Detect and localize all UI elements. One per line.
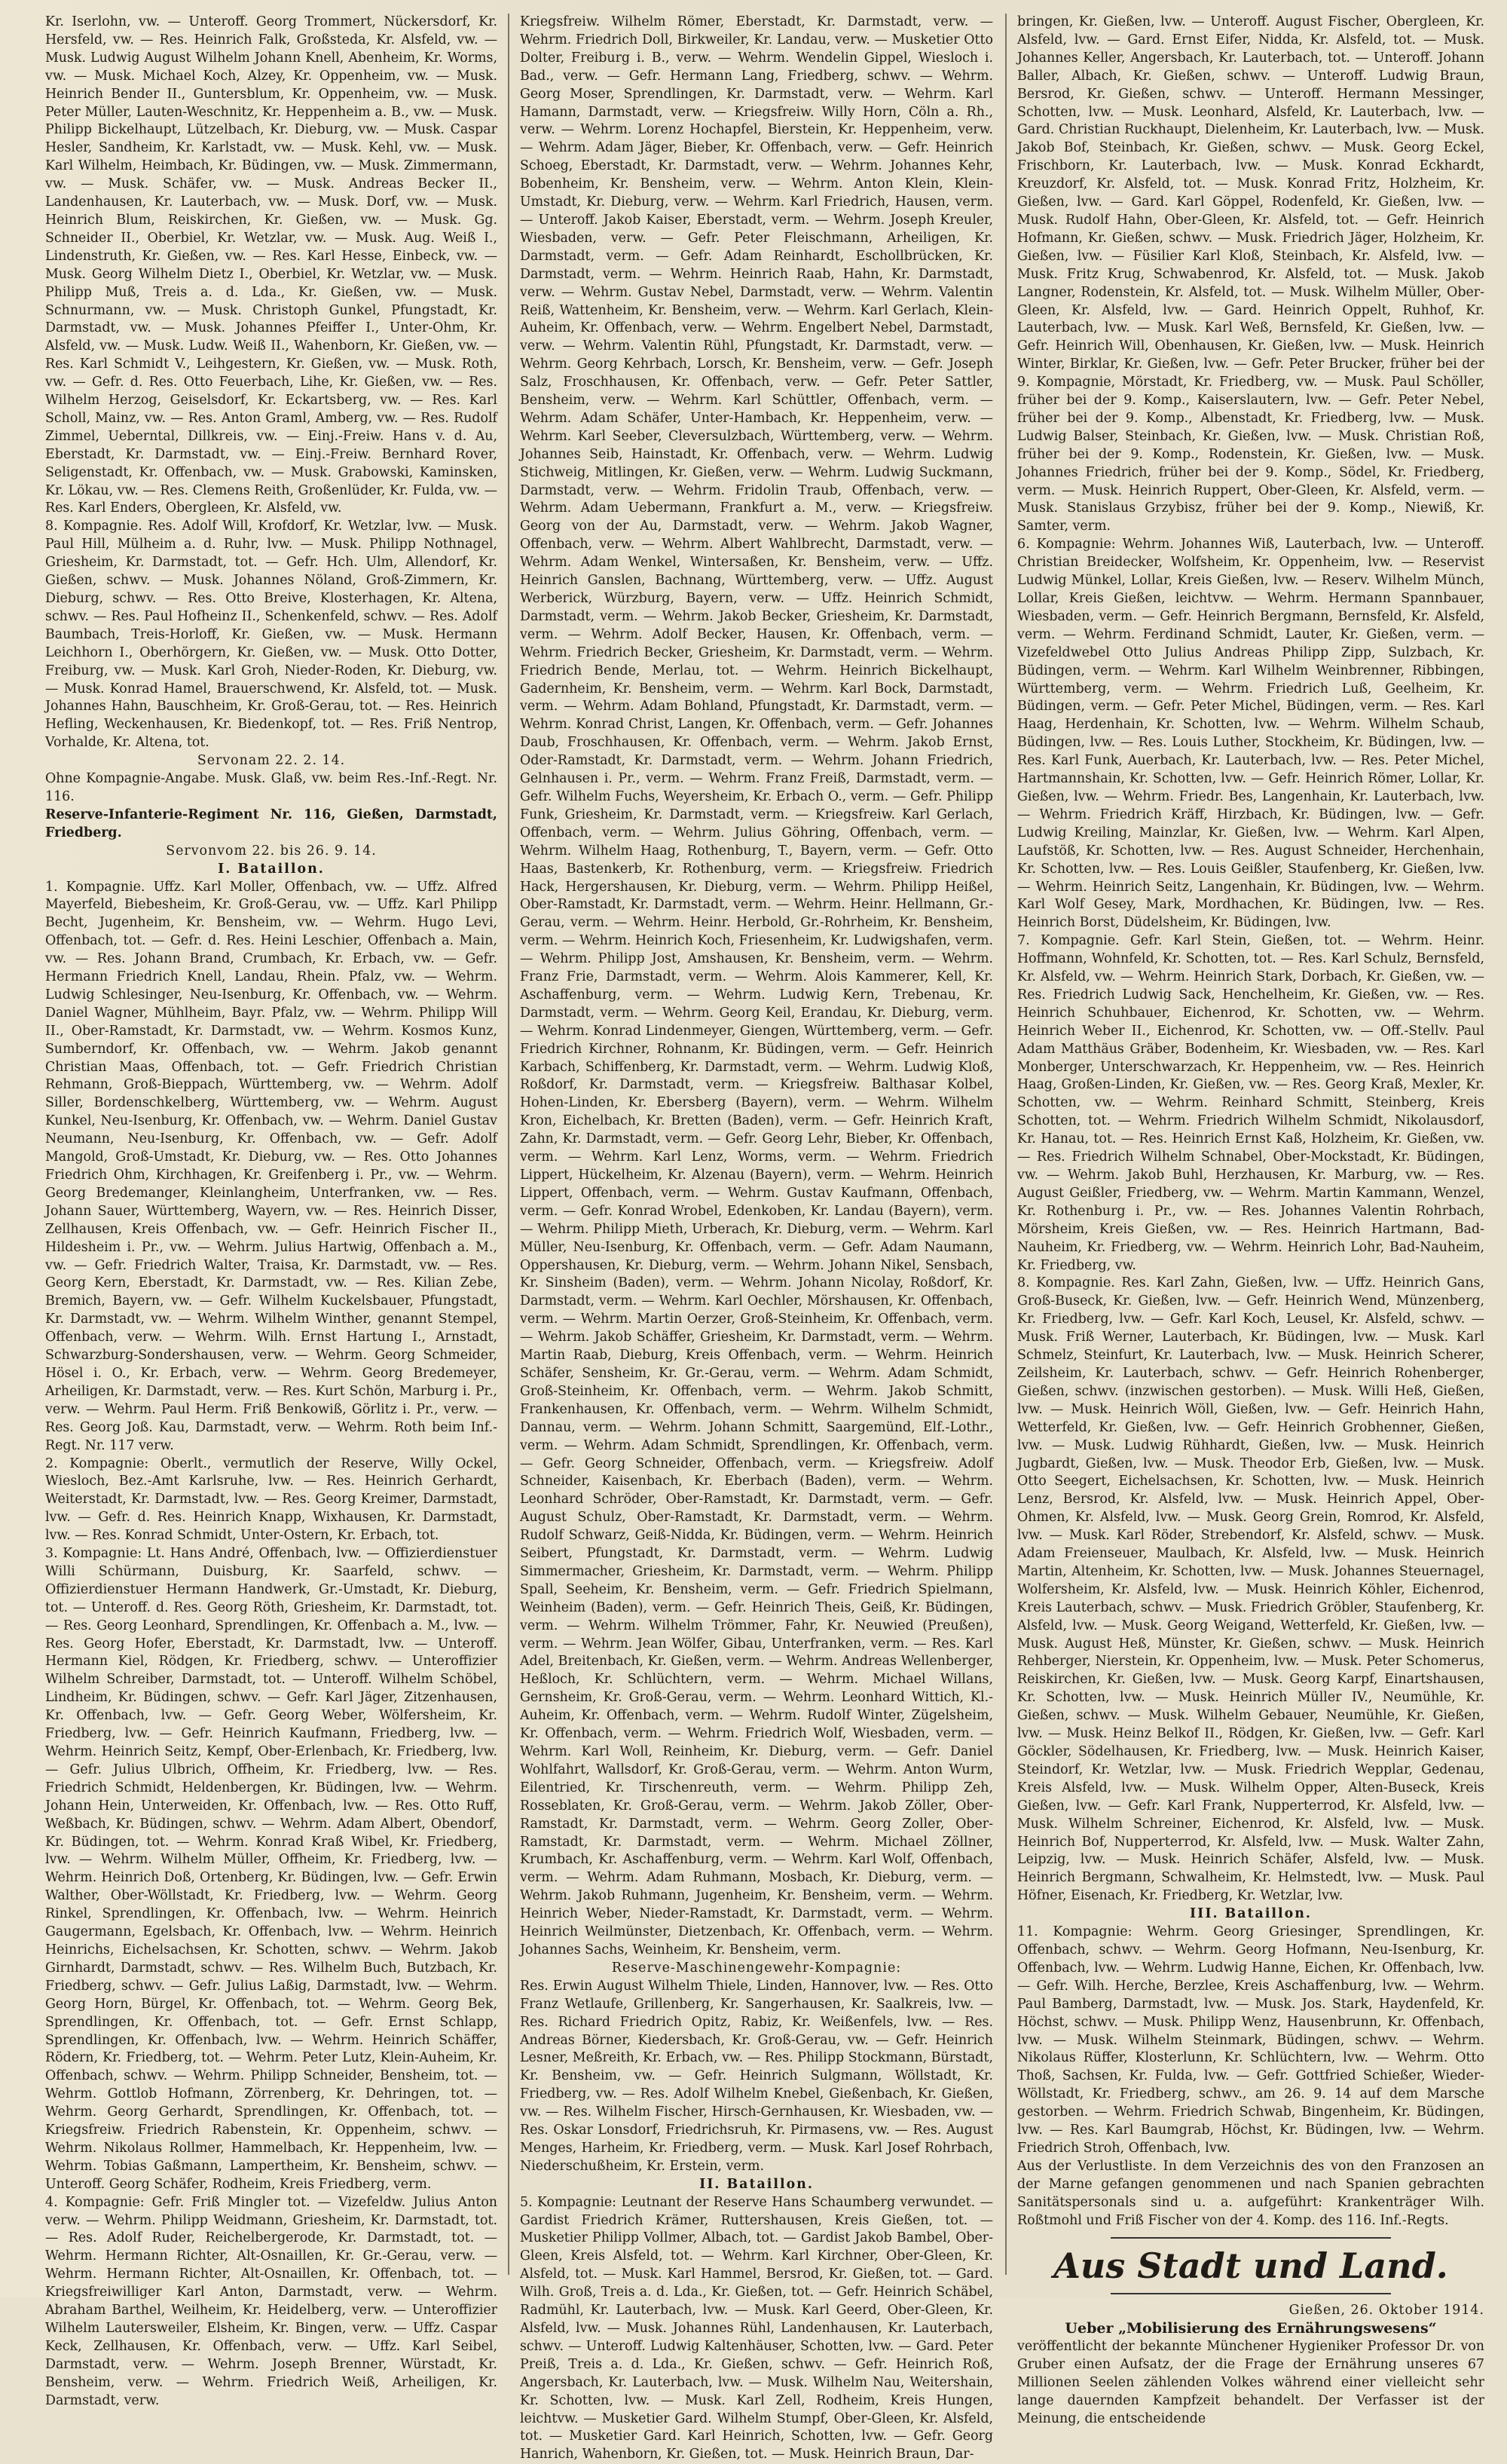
no-company-list: Ohne Kompagnie-Angabe. Musk. Glaß, vw. beim Res.-Inf.-Regt. Nr. 116. bbox=[45, 771, 497, 804]
battalion-heading: III. Bataillon. bbox=[1190, 1906, 1312, 1922]
loss-list-note: Aus der Verlustliste. In dem Verzeichnis des von den Franzosen an der Marne gefangen genommenen und nach Spanien gebrachten Sanitätspersonals sind u. a. aufgeführt: Krankenträger Wilh. Roßtmohl und Friß Fischer von der 4. Komp. des 116. Inf.-Regts. bbox=[1017, 2158, 1484, 2228]
article-title: Ueber „Mobilisierung des Ernährungswesens“ bbox=[1065, 2320, 1437, 2337]
section-divider bbox=[1111, 2293, 1391, 2294]
column-divider bbox=[508, 14, 509, 2275]
company-8-list: 8. Kompagnie. Res. Karl Zahn, Gießen, lvw. — Uffz. Heinrich Gans, Groß-Buseck, Kr. Gießen, lvw. — Gefr. Heinrich Wend, Münzenberg, Kr. Friedberg, lvw. — Gefr. Karl Koch, Leusel, Kr. Alsfeld, schwv. — Musk. Friß Werner, Lauterbach, Kr. Büdingen, lvw. — Musk. Karl Schmelz, Steinfurt, Kr. Lauterbach, lvw. — Musk. Heinrich Scherer, Zeilsheim, Kr. Lauterbach, schwv. — Gefr. Heinrich Rohenberger, Gießen, schwv. (inzwischen gestorben). — Musk. Willi Heß, Gießen, lvw. — Musk. Heinrich Wöll, Gießen, lvw. — Gefr. Heinrich Hahn, Wetterfeld, Kr. Gießen, lvw. — Gefr. Heinrich Grobhenner, Gießen, lvw. — Musk. Ludwig Rühhardt, Gießen, lvw. — Musk. Heinrich Jugbardt, Gießen, lvw. — Musk. Theodor Erb, Gießen, lvw. — Musk. Otto Seegert, Eichelsachsen, Kr. Schotten, lvw. — Musk. Heinrich Lenz, Bersrod, Kr. Alsfeld, lvw. — Musk. Heinrich Appel, Ober-Ohmen, Kr. Alsfeld, lvw. — Musk. Georg Grein, Romrod, Kr. Alsfeld, lvw. — Musk. Karl Röder, Strebendorf, Kr. Alsfeld, schwv. — Musk. Adam Freienseuer, Maulbach, Kr. Alsfeld, lvw. — Musk. Heinrich Martin, Altenheim, Kr. Schotten, lvw. — Musk. Johannes Steuernagel, Wolfersheim, Kr. Alsfeld, lvw. — Musk. Heinrich Köhler, Eichenrod, Kreis Lauterbach, schwv. — Musk. Friedrich Gröbler, Staufenberg, Kr. Alsfeld, lvw. — Musk. Georg Weigand, Wetterfeld, Kr. Gießen, lvw. — Musk. August Heß, Münster, Kr. Gießen, schwv. — Musk. Heinrich Rehberger, Nierstein, Kr. Oppenheim, lvw. — Musk. Peter Schomerus, Reiskirchen, Kr. Gießen, lvw. — Musk. Georg Karpf, Einartshausen, Kr. Schotten, lvw. — Musk. Heinrich Müller IV., Neumühle, Kr. Gießen, schwv. — Musk. Wilhelm Gebauer, Neumühle, Kr. Gießen, lvw. — Musk. Heinz Belkof II., Rödgen, Kr. Gießen, lvw. — Gefr. Karl Göckler, Södelhausen, Kr. Friedberg, lvw. — Musk. Heinrich Kaiser, Steindorf, Kr. Wetzlar, lvw. — Musk. Friedrich Wepplar, Gedenau, Kreis Alsfeld, lvw. — Musk. Wilhelm Opper, Alten-Buseck, Kreis Gießen, lvw. — Gefr. Karl Frank, Nupperterrod, Kr. Alsfeld, lvw. — Musk. Wilhelm Schreiner, Eichenrod, Kr. Alsfeld, lvw. — Musk. Heinrich Bof, Nupperterrod, Kr. Alsfeld, lvw. — Musk. Walter Zahn, Leipzig, lvw. — Musk. Heinrich Schäfer, Alsfeld, lvw. — Musk. Heinrich Bergmann, Schwalheim, Kr. Helmstedt, lvw. — Musk. Paul Höfner, Eisenach, Kr. Friedberg, Kr. Wetzlar, lvw. bbox=[1017, 1275, 1484, 1904]
battalion-heading: I. Bataillon. bbox=[218, 861, 325, 877]
regiment-heading: Reserve-Infanterie-Regiment Nr. 116, Gießen, Darmstadt, Friedberg. bbox=[45, 807, 497, 840]
casualty-list-text: Kriegsfreiw. Wilhelm Römer, Eberstadt, Kr. Darmstadt, verw. — Wehrm. Friedrich Doll, Birkweiler, Kr. Landau, verw. — Musketier Otto Dolter, Freiburg i. B., verw. — Wehrm. Wendelin Gippel, Wiesloch i. Bad., verw. — Gefr. Hermann Lang, Friedberg, schwv. — Wehrm. Georg Moser, Sprendlingen, Kr. Darmstadt, verw. — Wehrm. Karl Hamann, Darmstadt, verw. — Kriegsfreiw. Willy Horn, Cöln a. Rh., verw. — Wehrm. Lorenz Hochapfel, Bierstein, Kr. Heppenheim, verw. — Wehrm. Adam Jäger, Bieber, Kr. Offenbach, verw. — Gefr. Heinrich Schoeg, Eberstadt, Kr. Darmstadt, verw. — Wehrm. Johannes Kehr, Bobenheim, Kr. Bensheim, verw. — Wehrm. Anton Klein, Klein-Umstadt, Kr. Dieburg, verw. — Wehrm. Karl Friedrich, Hausen, verm. — Unteroff. Jakob Kaiser, Eberstadt, verm. — Wehrm. Joseph Kreuler, Wiesbaden, verw. — Gefr. Peter Fleischmann, Arheiligen, Kr. Darmstadt, verm. — Gefr. Adam Reinhardt, Eschollbrücken, Kr. Darmstadt, verm. — Wehrm. Heinrich Raab, Hahn, Kr. Darmstadt, verw. — Wehrm. Gustav Nebel, Darmstadt, verw. — Wehrm. Valentin Reiß, Wattenheim, Kr. Bensheim, verw. — Wehrm. Karl Gerlach, Klein-Auheim, Kr. Offenbach, verw. — Wehrm. Engelbert Nebel, Darmstadt, verw. — Wehrm. Valentin Rühl, Pfungstadt, Kr. Darmstadt, verw. — Wehrm. Georg Kehrbach, Lorsch, Kr. Bensheim, verw. — Gefr. Joseph Salz, Froschhausen, Kr. Offenbach, verw. — Gefr. Peter Sattler, Bensheim, verw. — Wehrm. Karl Schüttler, Offenbach, verm. — Wehrm. Adam Schäfer, Unter-Hambach, Kr. Heppenheim, verw. — Wehrm. Karl Seeber, Cleversulzbach, Württemberg, verw. — Wehrm. Johannes Seib, Hainstadt, Kr. Offenbach, verw. — Wehrm. Ludwig Stichweig, Mitlingen, Kr. Gießen, verw. — Wehrm. Ludwig Suckmann, Darmstadt, verw. — Wehrm. Fridolin Traub, Offenbach, verw. — Wehrm. Adam Uebermann, Frankfurt a. M., verw. — Kriegsfreiw. Georg von der Au, Darmstadt, verw. — Wehrm. Jakob Wagner, Offenbach, verw. — Wehrm. Albert Wahlbrecht, Darmstadt, verw. — Wehrm. Adam Wenkel, Wintersaßen, Kr. Bensheim, verw. — Uffz. Heinrich Ganslen, Bachnang, Württemberg, verw. — Uffz. August Werberick, Würzburg, Bayern, verw. — Uffz. Heinrich Schmidt, Darmstadt, verm. — Wehrm. Jakob Becker, Griesheim, Kr. Darmstadt, verm. — Wehrm. Adolf Becker, Hausen, Kr. Offenbach, verm. — Wehrm. Friedrich Becker, Griesheim, Kr. Darmstadt, verm. — Wehrm. Friedrich Bende, Merlau, tot. — Wehrm. Heinrich Bickelhaupt, Gadernheim, Kr. Bensheim, verm. — Wehrm. Karl Bock, Darmstadt, verm. — Wehrm. Adam Bohland, Pfungstadt, Kr. Darmstadt, verm. — Wehrm. Konrad Christ, Langen, Kr. Offenbach, verm. — Gefr. Johannes Daub, Froschhausen, Kr. Offenbach, verm. — Wehrm. Jakob Ernst, Oder-Ramstadt, Kr. Darmstadt, verm. — Wehrm. Johann Friedrich, Gelnhausen i. Pr., verm. — Wehrm. Franz Freiß, Darmstadt, verm. — Gefr. Wilhelm Fuchs, Weyersheim, Kr. Erbach O., verm. — Gefr. Philipp Funk, Griesheim, Kr. Darmstadt, verm. — Kriegsfreiw. Karl Gerlach, Offenbach, verm. — Wehrm. Julius Göhring, Offenbach, verm. — Wehrm. Wilhelm Haag, Rothenburg, T., Bayern, verm. — Gefr. Otto Haas, Bastenkerb, Kr. Rothenburg, verm. — Kriegsfreiw. Friedrich Hack, Hergershausen, Kr. Dieburg, verm. — Wehrm. Philipp Heißel, Ober-Ramstadt, Kr. Darmstadt, verm. — Wehrm. Heinr. Hellmann, Gr.-Gerau, verm. — Wehrm. Heinr. Herbold, Gr.-Rohrheim, Kr. Bensheim, verm. — Wehrm. Heinrich Koch, Friesenheim, Kr. Ludwigshafen, verm. — Wehrm. Philipp Jost, Amshausen, Kr. Bensheim, verm. — Wehrm. Franz Frie, Darmstadt, verm. — Wehrm. Alois Kammerer, Kell, Kr. Aschaffenburg, verm. — Wehrm. Ludwig Kern, Trebenau, Kr. Darmstadt, verm. — Wehrm. Georg Keil, Erandau, Kr. Dieburg, verm. — Wehrm. Konrad Lindenmeyer, Giengen, Württemberg, verm. — Gefr. Friedrich Kirchner, Rohnanm, Kr. Büdingen, verm. — Gefr. Heinrich Karbach, Schiffenberg, Kr. Darmstadt, verm. — Wehrm. Ludwig Kloß, Roßdorf, Kr. Darmstadt, verm. — Kriegsfreiw. Balthasar Kolbel, Hohen-Linden, Kr. Ebersberg (Bayern), verm. — Wehrm. Wilhelm Kron, Eichelbach, Kr. Bretten (Baden), verm. — Gefr. Heinrich Kraft, Zahn, Kr. Darmstadt, verm. — Gefr. Georg Lehr, Bieber, Kr. Offenbach, verm. — Wehrm. Karl Lenz, Worms, verm. — Wehrm. Friedrich Lippert, Hückelheim, Kr. Alzenau (Bayern), verm. — Wehrm. Heinrich Lippert, Offenbach, verm. — Wehrm. Gustav Kaufmann, Offenbach, verm. — Gefr. Konrad Wrobel, Edenkoben, Kr. Landau (Bayern), verm. — Wehrm. Philipp Mieth, Urberach, Kr. Dieburg, verm. — Wehrm. Karl Müller, Neu-Isenburg, Kr. Offenbach, verm. — Gefr. Adam Naumann, Oppershausen, Kr. Dieburg, verm. — Wehrm. Johann Nikel, Sensbach, Kr. Sinsheim (Baden), verm. — Wehrm. Johann Nicolay, Roßdorf, Kr. Darmstadt, verm. — Wehrm. Karl Oechler, Mörshausen, Kr. Offenbach, verm. — Wehrm. Martin Oerzer, Groß-Steinheim, Kr. Offenbach, verm. — Wehrm. Jakob Schäffer, Griesheim, Kr. Darmstadt, verm. — Wehrm. Martin Raab, Dieburg, Kreis Offenbach, verm. — Wehrm. Heinrich Schäfer, Sensheim, Kr. Gr.-Gerau, verm. — Wehrm. Adam Schmidt, Groß-Steinheim, Kr. Offenbach, verm. — Wehrm. Jakob Schmitt, Frankenhausen, Kr. Offenbach, verm. — Wehrm. Wilhelm Schmidt, Dannau, verm. — Wehrm. Johann Schmitt, Saargemünd, Elf.-Lothr., verm. — Wehrm. Adam Schmidt, Sprendlingen, Kr. Offenbach, verm. — Gefr. Georg Schneider, Offenbach, verm. — Kriegsfreiw. Adolf Schneider, Kaisenbach, Kr. Eberbach (Baden), verm. — Wehrm. Leonhard Schröder, Ober-Ramstadt, Kr. Darmstadt, verm. — Gefr. August Schulz, Ober-Ramstadt, Kr. Darmstadt, verm. — Wehrm. Rudolf Schwarz, Geiß-Nidda, Kr. Büdingen, verm. — Wehrm. Heinrich Seibert, Pfungstadt, Kr. Darmstadt, verm. — Wehrm. Ludwig Simmermacher, Griesheim, Kr. Darmstadt, verm. — Wehrm. Philipp Spall, Seeheim, Kr. Bensheim, verm. — Gefr. Friedrich Spielmann, Weinheim (Baden), verm. — Gefr. Heinrich Theis, Geiß, Kr. Büdingen, verm. — Wehrm. Wilhelm Trömmer, Fahr, Kr. Neuwied (Preußen), verm. — Wehrm. Jean Wölfer, Gibau, Unterfranken, verm. — Res. Karl Adel, Breitenbach, Kr. Gießen, verm. — Wehrm. Andreas Wellenberger, Heßloch, Kr. Schlüchtern, verm. — Wehrm. Michael Willans, Gernsheim, Kr. Groß-Gerau, verm. — Wehrm. Leonhard Wittich, Kl.-Auheim, Kr. Offenbach, verm. — Wehrm. Rudolf Winter, Zügelsheim, Kr. Offenbach, verm. — Wehrm. Friedrich Wolf, Wiesbaden, verm. — Wehrm. Karl Woll, Reinheim, Kr. Dieburg, verm. — Gefr. Daniel Wohlfahrt, Wallsdorf, Kr. Groß-Gerau, verm. — Wehrm. Anton Wurm, Eilentried, Kr. Tirschenreuth, verm. — Wehrm. Philipp Zeh, Rosseblaten, Kr. Groß-Gerau, verm. — Wehrm. Jakob Zöller, Ober-Ramstadt, Kr. Darmstadt, verm. — Wehrm. Georg Zoller, Ober-Ramstadt, Kr. Darmstadt, verm. — Wehrm. Michael Zöllner, Krumbach, Kr. Aschaffenburg, verm. — Wehrm. Karl Wolf, Offenbach, verm. — Wehrm. Adam Ruhmann, Mosbach, Kr. Dieburg, verm. — Wehrm. Jakob Ruhmann, Jugenheim, Kr. Bensheim, verm. — Wehrm. Heinrich Weber, Nieder-Ramstadt, Kr. Darmstadt, verm. — Wehrm. Heinrich Weilmünster, Dietzenbach, Kr. Offenbach, verm. — Wehrm. Johannes Sachs, Weinheim, Kr. Bensheim, verm. bbox=[520, 14, 993, 1957]
mg-company-heading: Reserve-Maschinengewehr-Kompagnie: bbox=[611, 1960, 902, 1976]
company-8-list: 8. Kompagnie. Res. Adolf Will, Krofdorf, Kr. Wetzlar, lvw. — Musk. Paul Hill, Mülheim a. d. Ruhr, lvw. — Musk. Philipp Nothnagel, Griesheim, Kr. Darmstadt, tot. — Gefr. Hch. Ulm, Allendorf, Kr. Gießen, schwv. — Musk. Johannes Nöland, Groß-Zimmern, Kr. Dieburg, schwv. — Res. Otto Breive, Klosterhagen, Kr. Altena, schwv. — Res. Paul Hofheinz II., Schenkenfeld, schwv. — Res. Adolf Baumbach, Treis-Horloff, Kr. Gießen, vw. — Musk. Hermann Leichhorn I., Oberhörgern, Kr. Gießen, vw. — Musk. Otto Dotter, Freiburg, vw. — Musk. Karl Groh, Nieder-Roden, Kr. Dieburg, vw. — Musk. Konrad Hamel, Brauerschwend, Kr. Alsfeld, tot. — Musk. Johannes Hahn, Bauschheim, Kr. Groß-Gerau, tot. — Res. Heinrich Hefling, Weckenhausen, Kr. Biedenkopf, tot. — Res. Friß Nentrop, Vorhalde, Kr. Altena, tot. bbox=[45, 519, 497, 751]
column-divider bbox=[1005, 14, 1007, 2275]
column-1 bbox=[45, 14, 497, 2408]
company-6-list: 6. Kompagnie: Wehrm. Johannes Wiß, Lauterbach, lvw. — Unteroff. Christian Breidecker, Wolfsheim, Kr. Oppenheim, lvw. — Reservist Ludwig Münkel, Lollar, Kreis Gießen, lvw. — Reserv. Wilhelm Münch, Lollar, Kreis Gießen, leichtvw. — Wehrm. Hermann Spannbauer, Wiesbaden, verm. — Gefr. Heinrich Bergmann, Bernsfeld, Kr. Alsfeld, verm. — Wehrm. Ferdinand Schmidt, Lauter, Kr. Gießen, verm. — Vizefeldwebel Otto Julius Andreas Philipp Zipp, Sulzbach, Kr. Büdingen, verm. — Wehrm. Karl Wilhelm Weinbrenner, Ribbingen, Württemberg, verm. — Wehrm. Friedrich Luß, Geelheim, Kr. Büdingen, verm. — Gefr. Peter Michel, Büdingen, verm. — Res. Karl Haag, Herdenhain, Kr. Schotten, lvw. — Wehrm. Wilhelm Schaub, Büdingen, lvw. — Res. Louis Luther, Stockheim, Kr. Büdingen, lvw. — Res. Karl Funk, Auerbach, Kr. Lauterbach, lvw. — Res. Peter Michel, Hartmannshain, Kr. Schotten, lvw. — Gefr. Heinrich Römer, Lollar, Kr. Gießen, lvw. — Wehrm. Friedr. Bes, Langenhain, Kr. Lauterbach, lvw. — Wehrm. Friedrich Kräff, Hirzbach, Kr. Büdingen, lvw. — Gefr. Ludwig Kreiling, Mainzlar, Kr. Gießen, lvw. — Wehrm. Karl Alpen, Laufstöß, Kr. Schotten, lvw. — Res. August Schneider, Herchenhain, Kr. Schotten, lvw. — Res. Louis Geißler, Staufenberg, Kr. Gießen, lvw. — Wehrm. Heinrich Seitz, Langenhain, Kr. Büdingen, lvw. — Wehrm. Karl Wolf Gesey, Mark, Mordhachen, Kr. Büdingen, lvw. — Res. Heinrich Borst, Düdelsheim, Kr. Büdingen, lvw. bbox=[1017, 537, 1484, 931]
regiment-date: Servonvom 22. bis 26. 9. 14. bbox=[166, 843, 377, 859]
column-2 bbox=[520, 14, 993, 2462]
company-3-list: 3. Kompagnie: Lt. Hans André, Offenbach, lvw. — Offizierdienstuer Willi Schürmann, Duisburg, Kr. Saarfeld, schwv. — Offizierdienstuer Hermann Handwerk, Gr.-Umstadt, Kr. Dieburg, tot. — Unteroff. d. Res. Georg Röth, Griesheim, Kr. Darmstadt, tot. — Res. Georg Leonhard, Sprendlingen, Kr. Offenbach a. M., lvw. — Res. Georg Hofer, Eberstadt, Kr. Darmstadt, lvw. — Unteroff. Hermann Kiel, Rödgen, Kr. Friedberg, schwv. — Unteroffizier Wilhelm Schreiber, Darmstadt, tot. — Unteroff. Wilhelm Schöbel, Lindheim, Kr. Büdingen, schwv. — Gefr. Karl Jäger, Zitzenhausen, Kr. Offenbach, lvw. — Gefr. Georg Weber, Wölfersheim, Kr. Friedberg, lvw. — Gefr. Heinrich Kaufmann, Friedberg, lvw. — Wehrm. Heinrich Seitz, Kempf, Ober-Erlenbach, Kr. Friedberg, lvw. — Gefr. Julius Ulbrich, Offheim, Kr. Friedberg, lvw. — Res. Friedrich Schmidt, Heldenbergen, Kr. Büdingen, lvw. — Wehrm. Johann Hein, Unterweiden, Kr. Offenbach, lvw. — Res. Otto Ruff, Weßbach, Kr. Büdingen, schwv. — Wehrm. Adam Albert, Obendorf, Kr. Büdingen, tot. — Wehrm. Konrad Kraß Wibel, Kr. Friedberg, lvw. — Wehrm. Wilhelm Müller, Offheim, Kr. Friedberg, lvw. — Wehrm. Heinrich Doß, Ortenberg, Kr. Büdingen, lvw. — Gefr. Erwin Walther, Ober-Wöllstadt, Kr. Friedberg, lvw. — Wehrm. Georg Rinkel, Sprendlingen, Kr. Offenbach, lvw. — Wehrm. Heinrich Gaugermann, Egelsbach, Kr. Offenbach, lvw. — Wehrm. Heinrich Heinrichs, Eichelsachsen, Kr. Schotten, schwv. — Wehrm. Jakob Girnhardt, Darmstadt, schwv. — Res. Wilhelm Buch, Butzbach, Kr. Friedberg, schwv. — Gefr. Julius Laßig, Darmstadt, lvw. — Wehrm. Georg Horn, Bürgel, Kr. Offenbach, tot. — Wehrm. Georg Bek, Sprendlingen, Kr. Offenbach, tot. — Gefr. Ernst Schlapp, Sprendlingen, Kr. Offenbach, lvw. — Wehrm. Heinrich Schäffer, Rödern, Kr. Friedberg, tot. — Wehrm. Peter Lutz, Klein-Auheim, Kr. Offenbach, schwv. — Wehrm. Philipp Schneider, Bensheim, tot. — Wehrm. Gottlob Hofmann, Zörrenberg, Kr. Dehringen, tot. — Wehrm. Georg Gerhardt, Sprendlingen, Kr. Offenbach, tot. — Kriegsfreiw. Friedrich Rabenstein, Kr. Oppenheim, schwv. — Wehrm. Nikolaus Rollmer, Hammelbach, Kr. Heppenheim, lvw. — Wehrm. Tobias Gaßmann, Lampertheim, Kr. Bensheim, schwv. — Unteroff. Georg Schäfer, Rodheim, Kreis Friedberg, verm. bbox=[45, 1546, 497, 2192]
section-title: Aus Stadt und Land. bbox=[1053, 2245, 1448, 2287]
company-7-list: 7. Kompagnie. Gefr. Karl Stein, Gießen, tot. — Wehrm. Heinr. Hoffmann, Wohnfeld, Kr. Schotten, tot. — Res. Karl Schulz, Bernsfeld, Kr. Alsfeld, vw. — Wehrm. Heinrich Stark, Dorbach, Kr. Gießen, vw. — Res. Friedrich Ludwig Sack, Henchelheim, Kr. Gießen, vw. — Res. Heinrich Schuhbauer, Eichenrod, Kr. Schotten, vw. — Wehrm. Heinrich Weber II., Eichenrod, Kr. Schotten, vw. — Off.-Stellv. Paul Adam Matthäus Gräber, Bodenheim, Kr. Wiesbaden, vw. — Res. Karl Monberger, Unterschwarzach, Kr. Heppenheim, vw. — Res. Heinrich Haag, Großen-Linden, Kr. Gießen, vw. — Res. Georg Kraß, Mexler, Kr. Schotten, vw. — Wehrm. Reinhard Schmitt, Steinberg, Kreis Schotten, tot. — Wehrm. Friedrich Wilhelm Schmidt, Nikolausdorf, Kr. Hanau, tot. — Res. Heinrich Ernst Kaß, Holzheim, Kr. Gießen, vw. — Res. Friedrich Wilhelm Schnabel, Ober-Mockstadt, Kr. Büdingen, vw. — Wehrm. Jakob Buhl, Herzhausen, Kr. Marburg, vw. — Res. August Geißler, Friedberg, vw. — Wehrm. Martin Kammann, Wenzel, Kr. Rothenburg i. Pr., vw. — Res. Johannes Valentin Rohrbach, Mörsheim, Kreis Gießen, vw. — Res. Heinrich Hartmann, Bad-Nauheim, Kr. Friedberg, vw. — Wehrm. Heinrich Lohr, Bad-Nauheim, Kr. Friedberg, vw. bbox=[1017, 933, 1484, 1273]
battalion-heading: II. Bataillon. bbox=[699, 2176, 814, 2192]
company-5-list: 5. Kompagnie: Leutnant der Reserve Hans Schaumberg verwundet. — Gardist Friedrich Krämer, Ruttershausen, Kreis Gießen, tot. — Musketier Philipp Vollmer, Albach, tot. — Gardist Jakob Bambel, Ober-Gleen, Kreis Alsfeld, tot. — Wehrm. Karl Kirchner, Ober-Gleen, Kr. Alsfeld, tot. — Musk. Karl Hammel, Bersrod, Kr. Gießen, tot. — Gard. Wilh. Groß, Treis a. d. Lda., Kr. Gießen, tot. — Gefr. Heinrich Schäbel, Radmühl, Kr. Lauterbach, lvw. — Musk. Karl Geerd, Ober-Gleen, Kr. Alsfeld, lvw. — Musk. Johannes Rühl, Landenhausen, Kr. Lauterbach, schwv. — Unteroff. Ludwig Kaltenhäuser, Schotten, lvw. — Gard. Peter Preiß, Treis a. d. Lda., Kr. Gießen, schwv. — Gefr. Heinrich Roß, Angersbach, Kr. Lauterbach, lvw. — Musk. Wilhelm Nau, Weitershain, Kr. Schotten, lvw. — Musk. Karl Zell, Rodheim, Kreis Hungen, leichtvw. — Musketier Gard. Wilhelm Stumpf, Ober-Gleen, Kr. Alsfeld, tot. — Musketier Gard. Karl Heinrich, Schotten, lvw. — Gefr. Georg Hanrich, Wahenborn, Kr. Gießen, tot. — Musk. Heinrich Braun, Dar- bbox=[520, 2194, 993, 2462]
dateline: Gießen, 26. Oktober 1914. bbox=[1288, 2303, 1484, 2319]
mg-company-list: Res. Erwin August Wilhelm Thiele, Linden, Hannover, lvw. — Res. Otto Franz Wetlaufe, Grillenberg, Kr. Sangerhausen, Kr. Saalkreis, lvw. — Res. Richard Friedrich Opitz, Rabiz, Kr. Weißenfels, lvw. — Res. Andreas Börner, Kiedersbach, Kr. Groß-Gerau, vw. — Gefr. Heinrich Lesner, Meßreith, Kr. Erbach, vw. — Res. Philipp Stockmann, Bürstadt, Kr. Bensheim, vw. — Gefr. Heinrich Sulgmann, Wöllstadt, Kr. Friedberg, vw. — Res. Adolf Wilhelm Knebel, Gießenbach, Kr. Gießen, vw. — Res. Wilhelm Fischer, Hirsch-Gernhausen, Kr. Wiesbaden, vw. — Res. Oskar Lonsdorf, Friedrichsruh, Kr. Pirmasens, vw. — Res. August Menges, Harheim, Kr. Friedberg, verm. — Musk. Karl Josef Rohrbach, Niederschußheim, Kr. Erstein, verm. bbox=[520, 1978, 993, 2174]
company-4-list: 4. Kompagnie: Gefr. Friß Mingler tot. — Vizefeldw. Julius Anton verw. — Wehrm. Philipp Weidmann, Griesheim, Kr. Darmstadt, tot. — Res. Adolf Ruder, Reichelbergerode, Kr. Darmstadt, tot. — Wehrm. Hermann Richter, Alt-Osnaillen, Kr. Gr.-Gerau, verw. — Wehrm. Hermann Richter, Alt-Osnaillen, Kr. Offenbach, tot. — Kriegsfreiwilliger Karl Anton, Darmstadt, verw. — Wehrm. Abraham Barthel, Weilheim, Kr. Heidelberg, verw. — Unteroffizier Wilhelm Lautersweiler, Elsheim, Kr. Bingen, verw. — Uffz. Caspar Keck, Zellhausen, Kr. Offenbach, verw. — Uffz. Karl Seibel, Darmstadt, verw. — Wehrm. Joseph Brenner, Würstadt, Kr. Bensheim, verw. — Wehrm. Friedrich Weiß, Arheiligen, Kr. Darmstadt, verw. bbox=[45, 2194, 497, 2408]
column-3 bbox=[1017, 14, 1484, 2426]
article-body: veröffentlicht der bekannte Münchener Hygieniker Professor Dr. von Gruber einen Aufsatz, der die Frage der Ernährung unseres 67 Millionen Seelen zählenden Volkes während einer vielleicht sehr lange dauernden Kampfzeit behandelt. Der Verfasser ist der Meinung, die entscheidende bbox=[1017, 2339, 1484, 2426]
section-divider bbox=[1111, 2237, 1391, 2239]
casualty-list-text: bringen, Kr. Gießen, lvw. — Unteroff. August Fischer, Obergleen, Kr. Alsfeld, lvw. — Gard. Ernst Eifer, Nidda, Kr. Alsfeld, tot. — Musk. Johannes Keller, Angersbach, Kr. Lauterbach, tot. — Unteroff. Johann Baller, Albach, Kr. Gießen, schwv. — Unteroff. Ludwig Braun, Bersrod, Kr. Gießen, schwv. — Unteroff. Hermann Messinger, Schotten, lvw. — Musk. Leonhard, Alsfeld, Kr. Lauterbach, lvw. — Gard. Christian Ruckhaupt, Dielenheim, Kr. Lauterbach, lvw. — Musk. Jakob Bof, Steinbach, Kr. Gießen, schwv. — Musk. Georg Eckel, Frischborn, Kr. Lauterbach, lvw. — Musk. Konrad Eckhardt, Kreuzdorf, Kr. Alsfeld, tot. — Musk. Konrad Fritz, Holzheim, Kr. Gießen, lvw. — Gard. Karl Göppel, Rodenfeld, Kr. Gießen, lvw. — Musk. Rudolf Hahn, Ober-Gleen, Kr. Alsfeld, tot. — Gefr. Heinrich Hofmann, Kr. Gießen, schwv. — Musk. Friedrich Jäger, Holzheim, Kr. Gießen, lvw. — Füsilier Karl Kloß, Steinbach, Kr. Alsfeld, lvw. — Musk. Fritz Krug, Schwabenrod, Kr. Alsfeld, tot. — Musk. Jakob Langner, Rodenstein, Kr. Alsfeld, tot. — Musk. Wilhelm Müller, Ober-Gleen, Kr. Alsfeld, lvw. — Gard. Heinrich Oppelt, Ruhhof, Kr. Lauterbach, lvw. — Musk. Karl Weß, Bernsfeld, Kr. Gießen, lvw. — Gefr. Heinrich Will, Obenhausen, Kr. Gießen, lvw. — Musk. Heinrich Winter, Birklar, Kr. Gießen, lvw. — Gefr. Peter Brucker, früher bei der 9. Kompagnie, Mörstadt, Kr. Friedberg, vw. — Musk. Paul Schöller, früher bei der 9. Komp., Kaiserslautern, lvw. — Gefr. Peter Nebel, früher bei der 9. Komp., Albenstadt, Kr. Friedberg, lvw. — Musk. Ludwig Balser, Steinbach, Kr. Gießen, lvw. — Musk. Christian Roß, früher bei der 9. Komp., Rodenstein, Kr. Gießen, lvw. — Musk. Johannes Friedrich, früher bei der 9. Komp., Södel, Kr. Friedberg, verm. — Musk. Heinrich Ruppert, Ober-Gleen, Kr. Alsfeld, verm. — Musk. Stanislaus Grzybisz, früher bei der 9. Komp., Niewiß, Kr. Samter, verm. bbox=[1017, 14, 1484, 534]
casualty-list-text: Kr. Iserlohn, vw. — Unteroff. Georg Trommert, Nückersdorf, Kr. Hersfeld, vw. — Res. Heinrich Falk, Großsteda, Kr. Alsfeld, vw. — Musk. Ludwig August Wilhelm Johann Knell, Abenheim, Kr. Worms, vw. — Musk. Michael Koch, Alzey, Kr. Oppenheim, vw. — Musk. Heinrich Bender II., Guntersblum, Kr. Oppenheim, vw. — Musk. Peter Müller, Lauten-Weschnitz, Kr. Heppenheim a. B., vw. — Musk. Philipp Bickelhaupt, Lützelbach, Kr. Dieburg, vw. — Musk. Caspar Hesler, Sandheim, Kr. Karlstadt, vw. — Musk. Kehl, vw. — Musk. Karl Wilhelm, Heimbach, Kr. Büdingen, vw. — Musk. Zimmermann, vw. — Musk. Schäfer, vw. — Musk. Andreas Becker II., Landenhausen, Kr. Lauterbach, vw. — Musk. Dorf, vw. — Musk. Heinrich Blum, Reiskirchen, Kr. Gießen, vw. — Musk. Gg. Schneider II., Oberbiel, Kr. Wetzlar, vw. — Musk. Aug. Weiß I., Lindenstruth, Kr. Gießen, vw. — Res. Karl Hesse, Einbeck, vw. — Musk. Georg Wilhelm Dietz I., Oberbiel, Kr. Wetzlar, vw. — Musk. Philipp Muß, Treis a. d. Lda., Kr. Gießen, vw. — Musk. Schnurmann, vw. — Musk. Christoph Gunkel, Pfungstadt, Kr. Darmstadt, vw. — Musk. Johannes Pfeiffer I., Unter-Ohm, Kr. Alsfeld, vw. — Musk. Ludw. Weiß II., Wahenborn, Kr. Gießen, vw. — Res. Karl Schmidt V., Leihgestern, Kr. Gießen, vw. — Musk. Roth, vw. — Gefr. d. Res. Otto Feuerbach, Lihe, Kr. Gießen, vw. — Res. Wilhelm Herzog, Geiselsdorf, Kr. Eckartsberg, vw. — Res. Karl Scholl, Mainz, vw. — Res. Anton Graml, Amberg, vw. — Res. Rudolf Zimmel, Ueberntal, Dillkreis, vw. — Einj.-Freiw. Hans v. d. Au, Eberstadt, Kr. Darmstadt, vw. — Einj.-Freiw. Bernhard Rover, Seligenstadt, Kr. Offenbach, vw. — Musk. Grabowski, Kaminsken, Kr. Lökau, vw. — Res. Clemens Reith, Großenlüder, Kr. Fulda, vw. — Res. Karl Enders, Obergleen, Kr. Alsfeld, vw. bbox=[45, 14, 497, 516]
date-line: Servonam 22. 2. 14. bbox=[197, 753, 346, 769]
company-1-list: 1. Kompagnie. Uffz. Karl Moller, Offenbach, vw. — Uffz. Alfred Mayerfeld, Biebesheim, Kr. Groß-Gerau, vw. — Uffz. Karl Philipp Becht, Jugenheim, Kr. Bensheim, vw. — Wehrm. Hugo Levi, Offenbach, tot. — Gefr. d. Res. Heini Leschier, Offenbach a. Main, vw. — Res. Johann Brand, Crumbach, Kr. Erbach, vw. — Gefr. Hermann Friedrich Knell, Landau, Rhein. Pfalz, vw. — Wehrm. Ludwig Schlesinger, Neu-Isenburg, Kr. Offenbach, vw. — Wehrm. Daniel Wagner, Mühlheim, Bayr. Pfalz, vw. — Wehrm. Philipp Will II., Ober-Ramstadt, Kr. Darmstadt, vw. — Wehrm. Kosmos Kunz, Sumberndorf, Kr. Offenbach, vw. — Wehrm. Jakob genannt Christian Maas, Offenbach, tot. — Gefr. Friedrich Christian Rehmann, Groß-Bieppach, Württemberg, vw. — Wehrm. Adolf Siller, Bordenschkelberg, Württemberg, vw. — Wehrm. August Kunkel, Neu-Isenburg, Kr. Offenbach, vw. — Wehrm. Daniel Gustav Neumann, Neu-Isenburg, Kr. Offenbach, vw. — Gefr. Adolf Mangold, Groß-Umstadt, Kr. Dieburg, vw. — Res. Otto Johannes Friedrich Ohm, Kirchhagen, Kr. Greifenberg i. Pr., vw. — Wehrm. Georg Bredemanger, Kleinlangheim, Unterfranken, vw. — Res. Johann Sauer, Württemberg, Wayern, vw. — Res. Heinrich Disser, Zellhausen, Kreis Offenbach, vw. — Gefr. Heinrich Fischer II., Hildesheim i. Pr., vw. — Wehrm. Julius Hartwig, Offenbach a. M., vw. — Gefr. Friedrich Walter, Traisa, Kr. Darmstadt, vw. — Res. Georg Kern, Eberstadt, Kr. Darmstadt, vw. — Res. Kilian Zebe, Bremich, Bayern, vw. — Gefr. Wilhelm Kuckelsbauer, Pfungstadt, Kr. Darmstadt, vw. — Wehrm. Wilhelm Winther, genannt Stempel, Offenbach, verw. — Wehrm. Wilh. Ernst Hartung I., Arnstadt, Schwarzburg-Sondershausen, verw. — Wehrm. Georg Schmeider, Hösel i. O., Kr. Erbach, verw. — Wehrm. Georg Bredemeyer, Arheiligen, Kr. Darmstadt, verw. — Res. Kurt Schön, Marburg i. Pr., verw. — Wehrm. Paul Herm. Friß Benkowiß, Görlitz i. Pr., verw. — Res. Georg Joß. Kau, Darmstadt, verw. — Wehrm. Roth beim Inf.-Regt. Nr. 117 verw. bbox=[45, 879, 497, 1453]
company-2-list: 2. Kompagnie: Oberlt., vermutlich der Reserve, Willy Ockel, Wiesloch, Bez.-Amt Karlsruhe, lvw. — Res. Heinrich Gerhardt, Weiterstadt, Kr. Darmstadt, lvw. — Res. Georg Kreimer, Darmstadt, lvw. — Gefr. d. Res. Heinrich Knapp, Wixhausen, Kr. Darmstadt, lvw. — Res. Konrad Schmidt, Unter-Ostern, Kr. Erbach, tot. bbox=[45, 1455, 497, 1544]
company-11-list: 11. Kompagnie: Wehrm. Georg Griesinger, Sprendlingen, Kr. Offenbach, schwv. — Wehrm. Georg Hofmann, Neu-Isenburg, Kr. Offenbach, lvw. — Wehrm. Ludwig Hanne, Eichen, Kr. Offenbach, lvw. — Gefr. Wilh. Herche, Berzlee, Kreis Aschaffenburg, lvw. — Wehrm. Paul Bamberg, Darmstadt, lvw. — Musk. Jos. Stark, Haydenfeld, Kr. Höchst, schwv. — Musk. Philipp Wenz, Hausenbrunn, Kr. Offenbach, lvw. — Musk. Wilhelm Steinmark, Büdingen, schwv. — Wehrm. Nikolaus Rüffer, Klosterlunn, Kr. Schlüchtern, lvw. — Wehrm. Otto Thoß, Sachsen, Kr. Fulda, lvw. — Gefr. Gottfried Schießer, Wieder-Wöllstadt, Kr. Friedberg, schwv., am 26. 9. 14 auf dem Marsche gestorben. — Wehrm. Friedrich Schwab, Bingenheim, Kr. Büdingen, lvw. — Res. Karl Baumgrab, Höchst, Kr. Büdingen, lvw. — Wehrm. Friedrich Stroh, Offenbach, lvw. bbox=[1017, 1924, 1484, 2156]
